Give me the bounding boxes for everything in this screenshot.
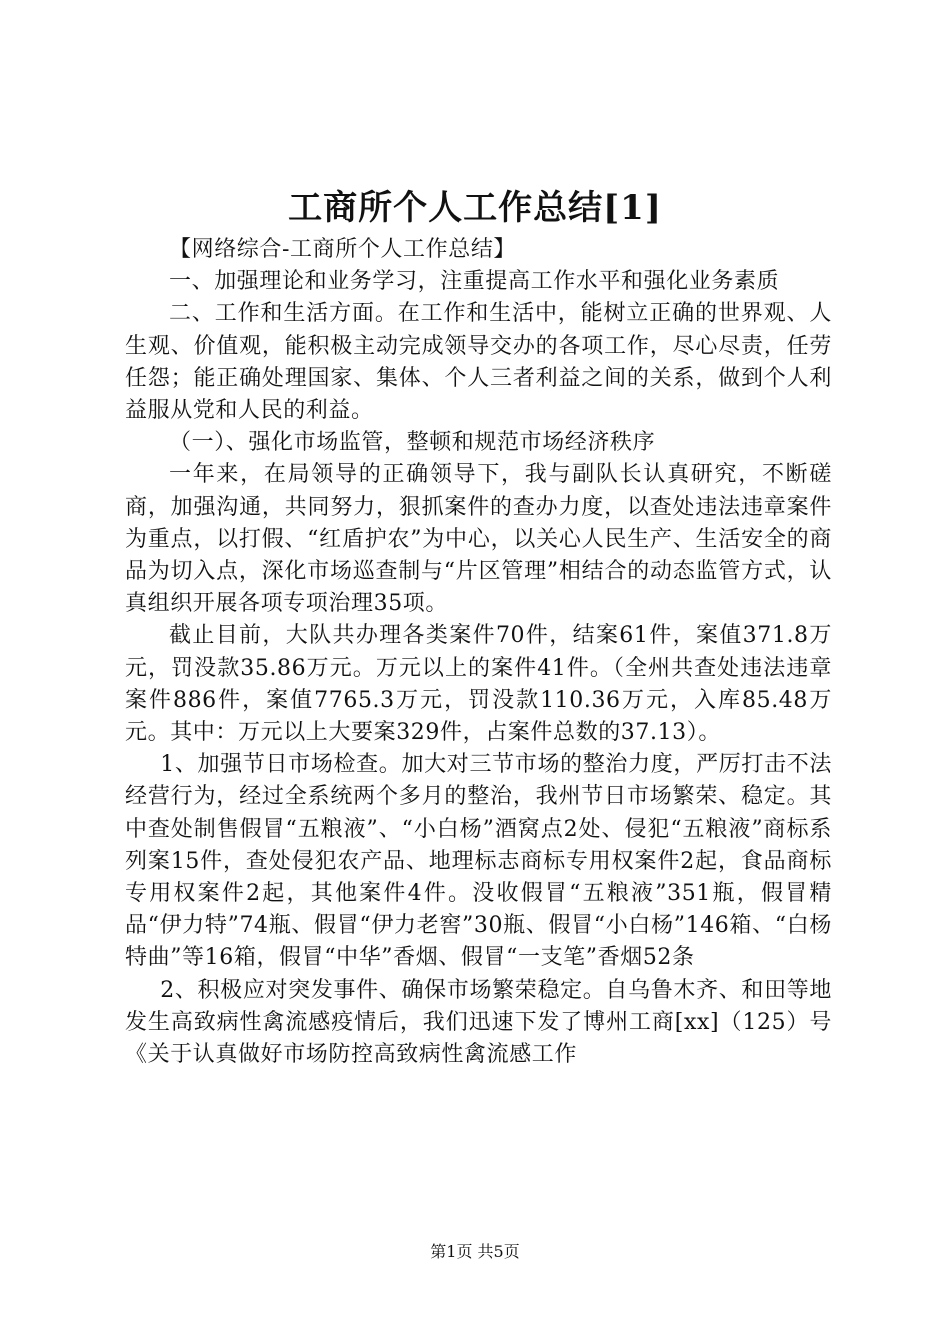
document-title: 工商所个人工作总结[1] (288, 188, 662, 228)
paragraph-item-1: 1、加强节日市场检查。加大对三节市场的整治力度，严厉打击不法经营行为，经过全系统两个多月的整治，我州节日市场繁荣、稳定。其中查处制售假冒“五粮液”、“小白杨”酒窝点2处、侵犯“五粮液”商标系列案15件，查处侵犯农产品、地理标志商标专用权案件2起，食品商标专用权案件2起，其他案件4件。没收假冒“五粮液”351瓶，假冒精品“伊力特”74瓶、假冒“伊力老窖”30瓶、假冒“小白杨”146箱、“白杨特曲”等16箱，假冒“中华”香烟、假冒“一支笔”香烟52条 (125, 752, 832, 971)
paragraph-year-review: 一年来，在局领导的正确领导下，我与副队长认真研究，不断磋商，加强沟通，共同努力，狠抓案件的查办力度，以查处违法违章案件为重点，以打假、“红盾护农”为中心，以关心人民生产、生活安全的商品为切入点，深化市场巡查制与“片区管理”相结合的动态监管方式，认真组织开展各项专项治理35项。 (125, 462, 832, 617)
page-number: 第1页 共5页 (430, 1242, 520, 1261)
paragraph-case-stats: 截止目前，大队共办理各类案件70件，结案61件，案值371.8万元，罚没款35.86万元。万元以上的案件41件。（全州共查处违法违章案件886件，案值7765.3万元，罚没款110.36万元，入库85.48万元。其中：万元以上大要案329件，占案件总数的37.13）。 (125, 623, 832, 746)
paragraph-subsection-1: （一）、强化市场监管，整顿和规范市场经济秩序 (169, 430, 656, 456)
paragraph-item-2: 2、积极应对突发事件、确保市场繁荣稳定。自乌鲁木齐、和田等地发生高致病性禽流感疫情后，我们迅速下发了博州工商[xx]（125）号《关于认真做好市场防控高致病性禽流感工作 (125, 977, 832, 1068)
document-body (125, 234, 832, 1071)
paragraph-source: 【网络综合-工商所个人工作总结】 (169, 237, 517, 262)
paragraph-section-2: 二、工作和生活方面。在工作和生活中，能树立正确的世界观、人生观、价值观，能积极主动完成领导交办的各项工作，尽心尽责，任劳任怨；能正确处理国家、集体、个人三者利益之间的关系，做到个人利益服从党和人民的利益。 (125, 301, 832, 424)
paragraph-section-1: 一、加强理论和业务学习，注重提高工作水平和强化业务素质 (169, 269, 780, 295)
